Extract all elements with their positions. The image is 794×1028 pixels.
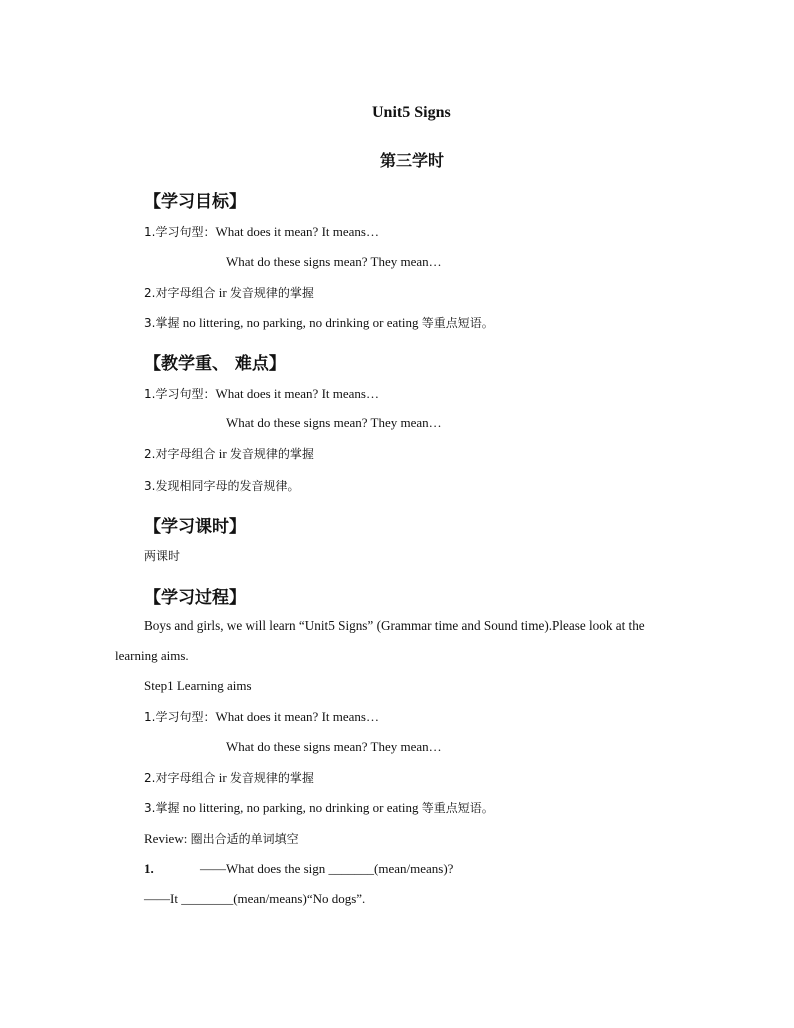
- keypoints-line-1-text: What does it mean? It means…: [215, 386, 379, 401]
- process-step1: Step1 Learning aims: [144, 678, 252, 693]
- section-heading-hours: 【学习课时】: [144, 517, 246, 537]
- process-line-1b: What do these signs mean? They mean…: [226, 739, 442, 754]
- hours-text: 两课时: [144, 549, 181, 563]
- keypoints-line-1-prefix: 1.学习句型：: [144, 387, 216, 401]
- keypoints-line-1: [144, 386, 379, 402]
- process-line-3-mid: no littering, no parking, no drinking or eating: [179, 800, 422, 815]
- goals-line-3: [144, 315, 494, 331]
- process-line-3-prefix: 3.掌握: [144, 801, 180, 815]
- process-review-prefix: Review:: [144, 831, 191, 846]
- question-1-text: ——What does the sign _______(mean/means)?: [200, 861, 454, 876]
- goals-line-3-mid: no littering, no parking, no drinking or eating: [179, 315, 422, 330]
- process-line-1: [144, 709, 379, 725]
- goals-line-1: [144, 224, 379, 240]
- goals-line-3-prefix: 3.掌握: [144, 316, 180, 330]
- question-1-answer-line: ——It ________(mean/means)“No dogs”.: [144, 891, 366, 906]
- keypoints-line-1b: What do these signs mean? They mean…: [226, 415, 442, 430]
- process-line-3-suffix: 等重点短语。: [421, 801, 494, 815]
- keypoints-line-2: [144, 446, 314, 462]
- section-heading-keypoints: 【教学重、 难点】: [144, 354, 286, 374]
- process-intro-line-1: Boys and girls, we will learn “Unit5 Signs” (Grammar time and Sound time).Please look at the: [144, 618, 645, 633]
- keypoints-line-3: 3.发现相同字母的发音规律。: [144, 479, 300, 493]
- process-line-2-prefix: 2.对字母组合: [144, 771, 216, 785]
- process-line-1-text: What does it mean? It means…: [215, 709, 379, 724]
- process-line-2: [144, 770, 314, 786]
- process-line-2-suffix: 发音规律的掌握: [229, 771, 314, 785]
- goals-line-1-text: What does it mean? It means…: [215, 224, 379, 239]
- process-line-1-prefix: 1.学习句型：: [144, 710, 216, 724]
- goals-line-2-prefix: 2.对字母组合: [144, 286, 216, 300]
- keypoints-line-2-mid: ir: [215, 446, 230, 461]
- process-line-2-mid: ir: [215, 770, 230, 785]
- section-heading-goals: 【学习目标】: [144, 192, 246, 212]
- process-review: [144, 831, 299, 847]
- section-heading-process: 【学习过程】: [144, 588, 246, 608]
- goals-line-1b: What do these signs mean? They mean…: [226, 254, 442, 269]
- goals-line-3-suffix: 等重点短语。: [421, 316, 494, 330]
- process-line-3: [144, 800, 494, 816]
- goals-line-2: [144, 285, 314, 301]
- page-title: Unit5 Signs: [372, 104, 451, 121]
- keypoints-line-2-prefix: 2.对字母组合: [144, 447, 216, 461]
- goals-line-2-mid: ir: [215, 285, 230, 300]
- question-1-number: 1.: [144, 861, 154, 876]
- process-intro-line-2: learning aims.: [115, 648, 189, 663]
- page-subtitle: 第三学时: [380, 151, 445, 170]
- goals-line-2-suffix: 发音规律的掌握: [229, 286, 314, 300]
- question-1: [144, 861, 453, 877]
- process-review-cn: 圈出合适的单词填空: [190, 832, 299, 846]
- goals-line-1-prefix: 1.学习句型：: [144, 225, 216, 239]
- keypoints-line-2-suffix: 发音规律的掌握: [229, 447, 314, 461]
